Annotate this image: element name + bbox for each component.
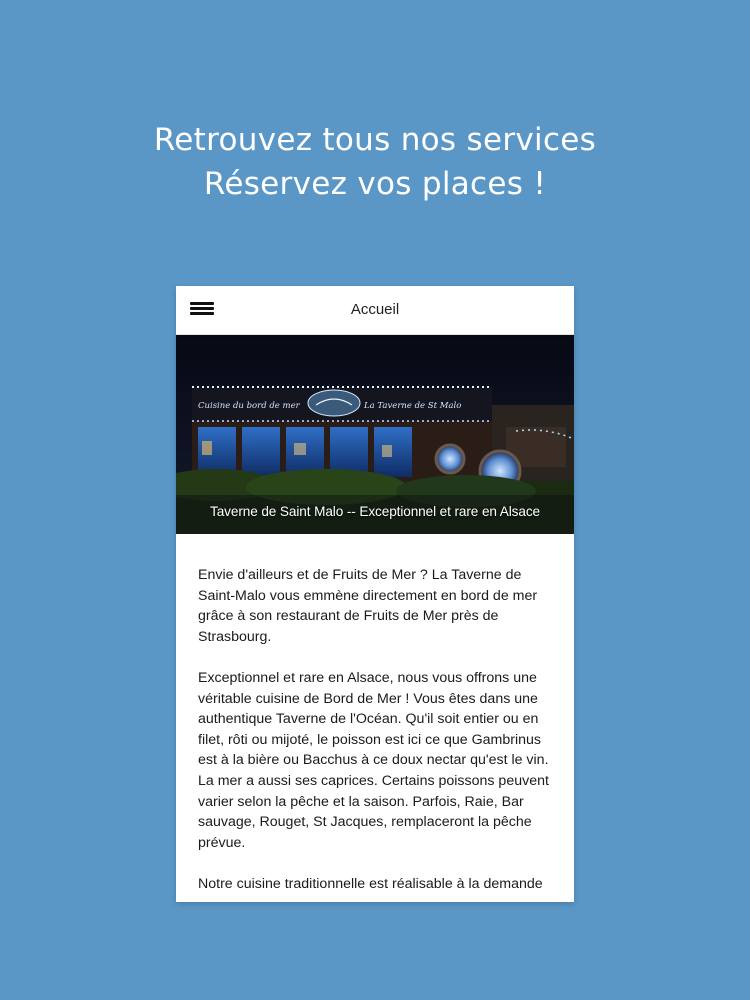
promo-headline [0,118,750,206]
sign-right-text: La Taverne de St Malo [364,401,462,411]
paragraph-cut: Notre cuisine traditionnelle est réalisable à la demande [198,875,543,892]
article-body [176,534,574,895]
promo-line-1: Retrouvez tous nos services [153,122,597,158]
app-screen [176,286,574,902]
promo-line-2: Réservez vos places ! [203,166,547,202]
paragraph-cuisine: Exceptionnel et rare en Alsace, nous vous offrons une véritable cuisine de Bord de Mer ! Vous êtes dans une authentique Taverne de l'Océan. Qu'il soit entier ou en filet, rôti ou mijoté, le poisson est ici ce que Gambrinus est à la bière ou Bacchus à ce doux nectar qu'est le vin. [198,669,549,769]
paragraph-intro: Envie d'ailleurs et de Fruits de Mer ? La Taverne de Saint-Malo vous emmène directement en bord de mer grâce à son restaurant de Fruits de Mer près de Strasbourg. [198,567,538,645]
page-title: Accueil [350,301,400,318]
hero-banner [176,335,574,534]
app-bar [176,286,574,335]
paragraph-sea: La mer a aussi ses caprices. Certains poissons peuvent varier selon la pêche et la saison. Parfois, Raie, Bar sauvage, Rouget, St Jacques, remplaceront la pêche prévue. [198,772,549,851]
sign-left-text: Cuisine du bord de mer [198,401,300,411]
hero-caption: Taverne de Saint Malo -- Exceptionnel et rare en Alsace [210,504,540,519]
